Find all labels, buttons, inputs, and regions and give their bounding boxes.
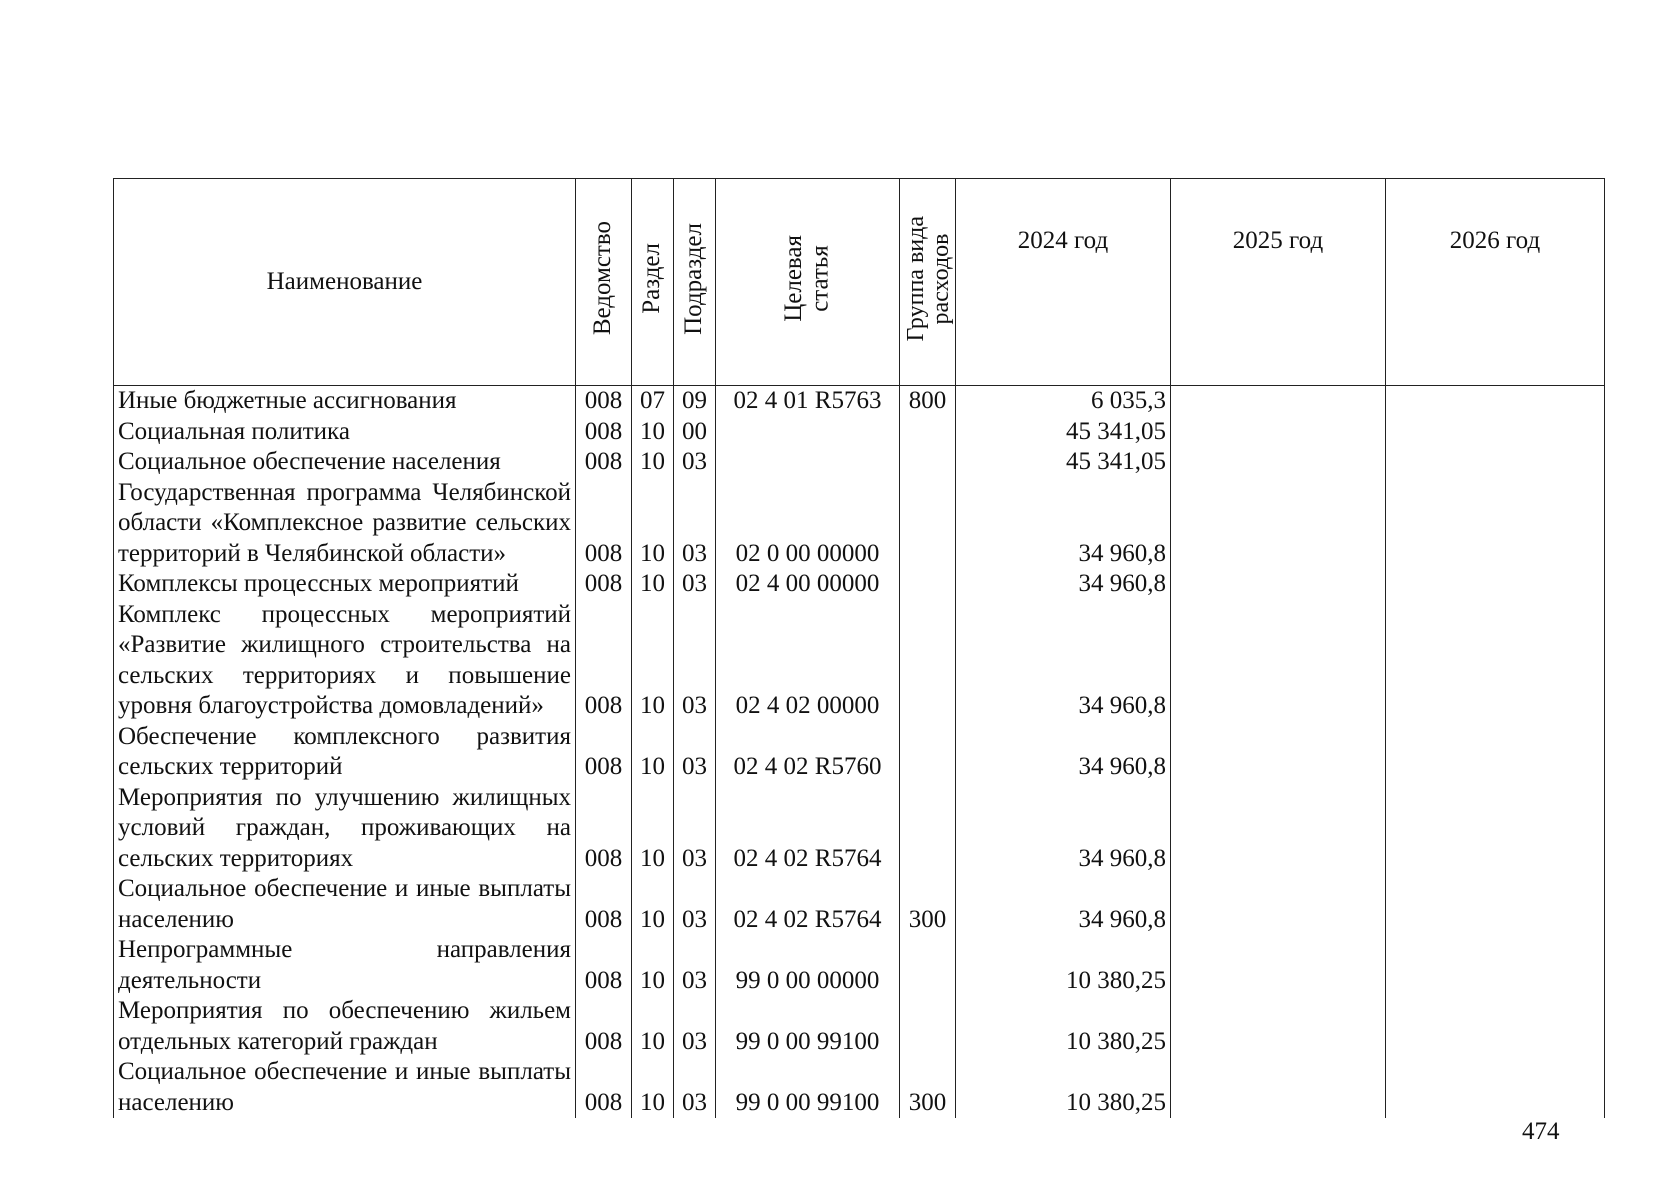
row-name-cell: Социальное обеспечение и иные выплаты населению (114, 1057, 576, 1118)
table-row (114, 447, 1605, 478)
row-dept-cell: 008 (576, 783, 632, 875)
table-row (114, 722, 1605, 783)
row-subsection-cell: 03 (674, 722, 716, 783)
row-name-cell: Социальная политика (114, 417, 576, 448)
table-row (114, 569, 1605, 600)
row-expense-group-cell: 300 (900, 1057, 956, 1118)
row-2025-cell (1171, 996, 1386, 1057)
row-2026-cell (1386, 600, 1605, 722)
row-expense-group-cell (900, 935, 956, 996)
row-2026-cell (1386, 417, 1605, 448)
table-row (114, 996, 1605, 1057)
table-row (114, 386, 1605, 417)
row-2026-cell (1386, 874, 1605, 935)
header-expense-group: Группа вида расходов (900, 179, 956, 386)
row-2025-cell (1171, 447, 1386, 478)
row-subsection-cell: 03 (674, 935, 716, 996)
row-2024-cell: 6 035,3 (956, 386, 1171, 417)
row-name-cell: Социальное обеспечение населения (114, 447, 576, 478)
row-subsection-cell: 03 (674, 1057, 716, 1118)
row-target-cell: 99 0 00 99100 (716, 996, 900, 1057)
row-section-cell: 07 (632, 386, 674, 417)
table-row (114, 783, 1605, 875)
row-subsection-cell: 03 (674, 447, 716, 478)
row-2025-cell (1171, 935, 1386, 996)
row-expense-group-cell (900, 600, 956, 722)
row-dept-cell: 008 (576, 935, 632, 996)
row-name-cell: Комплексы процессных мероприятий (114, 569, 576, 600)
row-dept-cell: 008 (576, 1057, 632, 1118)
row-2024-cell: 45 341,05 (956, 417, 1171, 448)
row-2024-cell: 10 380,25 (956, 996, 1171, 1057)
row-section-cell: 10 (632, 935, 674, 996)
row-target-cell: 02 4 02 R5764 (716, 783, 900, 875)
row-subsection-cell: 03 (674, 996, 716, 1057)
row-dept-cell: 008 (576, 569, 632, 600)
row-expense-group-cell (900, 478, 956, 570)
row-target-cell: 99 0 00 99100 (716, 1057, 900, 1118)
row-2024-cell: 34 960,8 (956, 874, 1171, 935)
row-subsection-cell: 00 (674, 417, 716, 448)
row-2025-cell (1171, 1057, 1386, 1118)
row-2025-cell (1171, 386, 1386, 417)
row-target-cell (716, 417, 900, 448)
header-2025: 2025 год (1171, 179, 1386, 386)
row-expense-group-cell (900, 996, 956, 1057)
table-row (114, 600, 1605, 722)
row-target-cell: 99 0 00 00000 (716, 935, 900, 996)
row-2026-cell (1386, 722, 1605, 783)
row-2026-cell (1386, 447, 1605, 478)
row-expense-group-cell: 300 (900, 874, 956, 935)
row-2024-cell: 10 380,25 (956, 935, 1171, 996)
row-name-cell: Непрограммные направления деятельности (114, 935, 576, 996)
row-2025-cell (1171, 569, 1386, 600)
header-2024: 2024 год (956, 179, 1171, 386)
row-dept-cell: 008 (576, 600, 632, 722)
row-section-cell: 10 (632, 783, 674, 875)
row-name-cell: Обеспечение комплексного развития сельских территорий (114, 722, 576, 783)
header-dept: Ведомство (576, 179, 632, 386)
table-row (114, 935, 1605, 996)
budget-table (113, 178, 1605, 1118)
row-name-cell: Иные бюджетные ассигнования (114, 386, 576, 417)
row-name-cell: Мероприятия по улучшению жилищных условий граждан, проживающих на сельских территориях (114, 783, 576, 875)
row-name-cell: Комплекс процессных мероприятий «Развитие жилищного строительства на сельских территориях и повышение уровня благоустройства домовладений» (114, 600, 576, 722)
row-2026-cell (1386, 1057, 1605, 1118)
row-target-cell: 02 4 02 00000 (716, 600, 900, 722)
row-target-cell (716, 447, 900, 478)
row-section-cell: 10 (632, 569, 674, 600)
row-2025-cell (1171, 722, 1386, 783)
table-row (114, 478, 1605, 570)
row-name-cell: Государственная программа Челябинской области «Комплексное развитие сельских территорий в Челябинской области» (114, 478, 576, 570)
table-header-row (114, 179, 1605, 386)
row-subsection-cell: 03 (674, 478, 716, 570)
row-2024-cell: 34 960,8 (956, 783, 1171, 875)
row-dept-cell: 008 (576, 478, 632, 570)
table-body (114, 386, 1605, 1119)
table-row (114, 874, 1605, 935)
row-section-cell: 10 (632, 874, 674, 935)
row-target-cell: 02 4 02 R5764 (716, 874, 900, 935)
row-2025-cell (1171, 874, 1386, 935)
header-section: Раздел (632, 179, 674, 386)
row-2026-cell (1386, 996, 1605, 1057)
row-subsection-cell: 09 (674, 386, 716, 417)
row-target-cell: 02 0 00 00000 (716, 478, 900, 570)
row-2025-cell (1171, 600, 1386, 722)
row-section-cell: 10 (632, 600, 674, 722)
row-expense-group-cell (900, 783, 956, 875)
header-target: Целевая статья (716, 179, 900, 386)
row-expense-group-cell (900, 447, 956, 478)
row-name-cell: Мероприятия по обеспечению жильем отдельных категорий граждан (114, 996, 576, 1057)
row-section-cell: 10 (632, 417, 674, 448)
row-2024-cell: 34 960,8 (956, 569, 1171, 600)
row-section-cell: 10 (632, 1057, 674, 1118)
row-2026-cell (1386, 386, 1605, 417)
row-expense-group-cell (900, 417, 956, 448)
row-2026-cell (1386, 478, 1605, 570)
row-target-cell: 02 4 01 R5763 (716, 386, 900, 417)
row-dept-cell: 008 (576, 722, 632, 783)
row-dept-cell: 008 (576, 386, 632, 417)
row-2024-cell: 34 960,8 (956, 722, 1171, 783)
row-expense-group-cell (900, 722, 956, 783)
header-subsection: Подраздел (674, 179, 716, 386)
row-target-cell: 02 4 00 00000 (716, 569, 900, 600)
row-2024-cell: 45 341,05 (956, 447, 1171, 478)
row-expense-group-cell (900, 569, 956, 600)
row-name-cell: Социальное обеспечение и иные выплаты населению (114, 874, 576, 935)
row-2025-cell (1171, 478, 1386, 570)
row-subsection-cell: 03 (674, 783, 716, 875)
row-2024-cell: 34 960,8 (956, 478, 1171, 570)
row-dept-cell: 008 (576, 996, 632, 1057)
row-section-cell: 10 (632, 478, 674, 570)
row-2024-cell: 10 380,25 (956, 1057, 1171, 1118)
row-subsection-cell: 03 (674, 600, 716, 722)
table-row (114, 417, 1605, 448)
row-dept-cell: 008 (576, 874, 632, 935)
header-2026: 2026 год (1386, 179, 1605, 386)
row-expense-group-cell: 800 (900, 386, 956, 417)
row-section-cell: 10 (632, 996, 674, 1057)
row-2026-cell (1386, 569, 1605, 600)
row-2025-cell (1171, 417, 1386, 448)
page-number: 474 (1522, 1118, 1560, 1145)
row-2026-cell (1386, 783, 1605, 875)
table-row (114, 1057, 1605, 1118)
row-2024-cell: 34 960,8 (956, 600, 1171, 722)
row-subsection-cell: 03 (674, 874, 716, 935)
row-2026-cell (1386, 935, 1605, 996)
header-name: Наименование (114, 179, 576, 386)
row-section-cell: 10 (632, 722, 674, 783)
row-target-cell: 02 4 02 R5760 (716, 722, 900, 783)
row-dept-cell: 008 (576, 447, 632, 478)
row-2025-cell (1171, 783, 1386, 875)
row-section-cell: 10 (632, 447, 674, 478)
row-dept-cell: 008 (576, 417, 632, 448)
row-subsection-cell: 03 (674, 569, 716, 600)
